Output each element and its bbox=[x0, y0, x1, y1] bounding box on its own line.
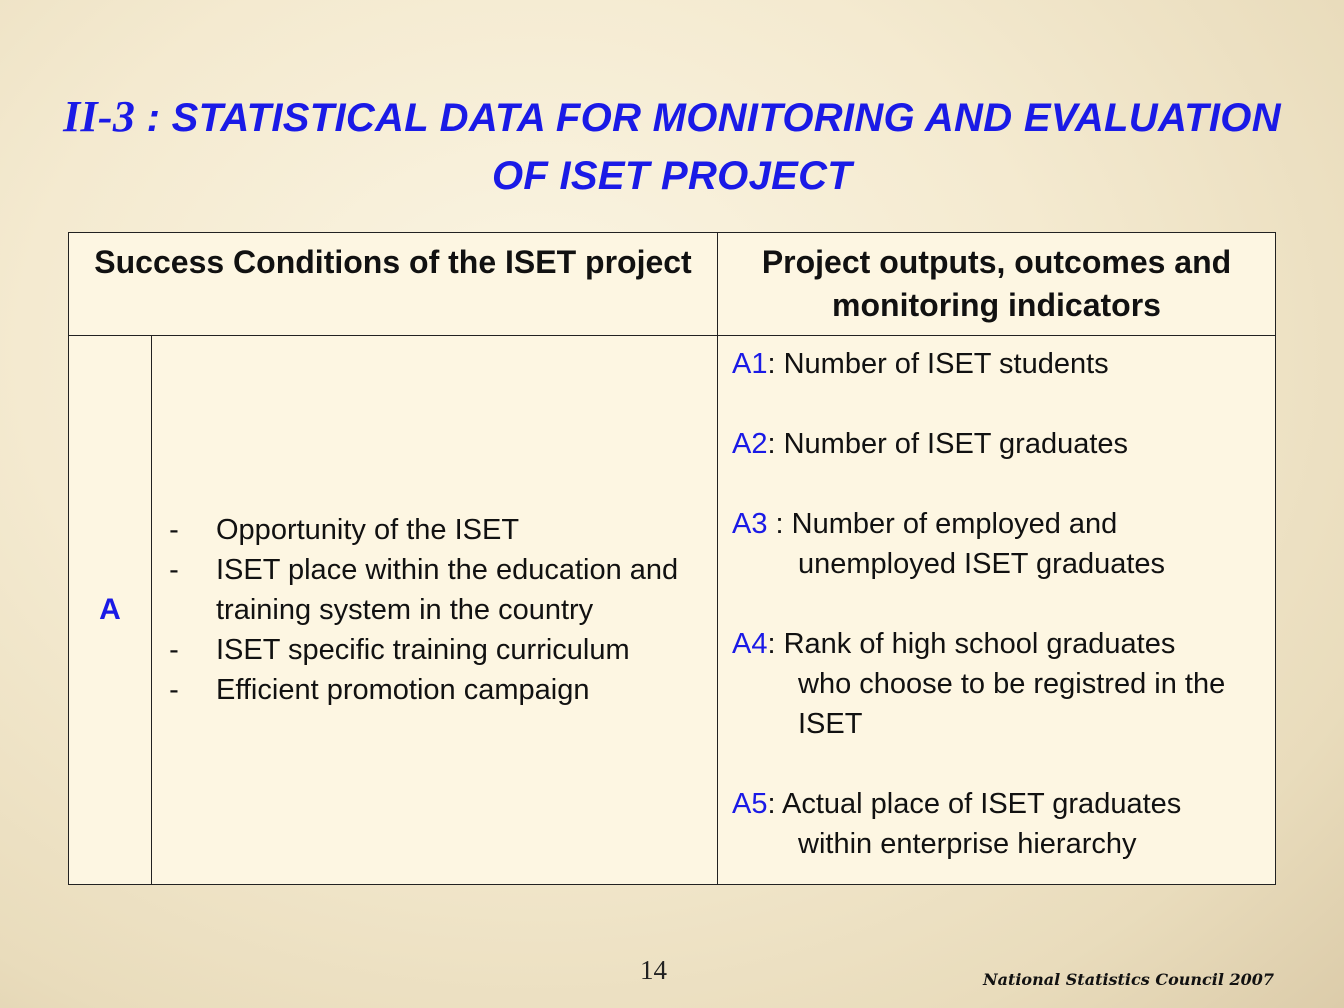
indicator-text: Number of ISET graduates bbox=[783, 428, 1129, 460]
indicator-code: A1 bbox=[732, 348, 768, 380]
indicator-continuation: who choose to be registred in the ISET bbox=[798, 668, 1226, 740]
indicators-table bbox=[68, 232, 1276, 885]
conditions-list bbox=[164, 510, 697, 710]
row-letter: A bbox=[69, 336, 152, 885]
footer-source: National Statistics Council 2007 bbox=[982, 970, 1274, 989]
list-item: - Opportunity of the ISET bbox=[169, 514, 520, 546]
indicator-continuation: unemployed ISET graduates bbox=[798, 548, 1166, 580]
header-success-conditions: Success Conditions of the ISET project bbox=[69, 233, 718, 336]
indicator-code: A5 bbox=[732, 788, 768, 820]
list-item: - ISET specific training curriculum bbox=[169, 634, 630, 666]
indicator-a1: A1: Number of ISET students bbox=[732, 348, 1109, 380]
indicator-text: Number of ISET students bbox=[783, 348, 1109, 380]
indicator-continuation: within enterprise hierarchy bbox=[798, 828, 1137, 860]
table-row bbox=[69, 336, 1276, 885]
conditions-cell bbox=[152, 336, 718, 885]
indicator-code: A2 bbox=[732, 428, 768, 460]
indicator-a3: A3 : Number of employed and unemployed ISET graduates bbox=[732, 504, 1263, 584]
indicators-cell bbox=[718, 336, 1276, 885]
page-title bbox=[60, 88, 1284, 205]
page-number: 14 bbox=[640, 955, 667, 985]
header-project-outputs: Project outputs, outcomes and monitoring indicators bbox=[718, 233, 1276, 336]
indicator-a2: A2: Number of ISET graduates bbox=[732, 428, 1129, 460]
section-number: II-3 bbox=[63, 92, 136, 141]
indicator-a4: A4: Rank of high school graduates who choose to be registred in the ISET bbox=[732, 624, 1263, 744]
indicator-code: A4 bbox=[732, 628, 768, 660]
indicator-text: Rank of high school graduates bbox=[783, 628, 1176, 660]
title-text: : STATISTICAL DATA FOR MONITORING AND EVALUATION OF ISET PROJECT bbox=[135, 96, 1281, 198]
indicator-code: A3 bbox=[732, 508, 768, 540]
indicator-text: Number of employed and bbox=[791, 508, 1118, 540]
list-item: - ISET place within the education and training system in the country bbox=[169, 554, 679, 626]
table-header-row bbox=[69, 233, 1276, 336]
indicator-text: Actual place of ISET graduates bbox=[782, 788, 1182, 820]
list-item: - Efficient promotion campaign bbox=[169, 674, 590, 706]
indicator-a5: A5: Actual place of ISET graduates within enterprise hierarchy bbox=[732, 784, 1263, 864]
